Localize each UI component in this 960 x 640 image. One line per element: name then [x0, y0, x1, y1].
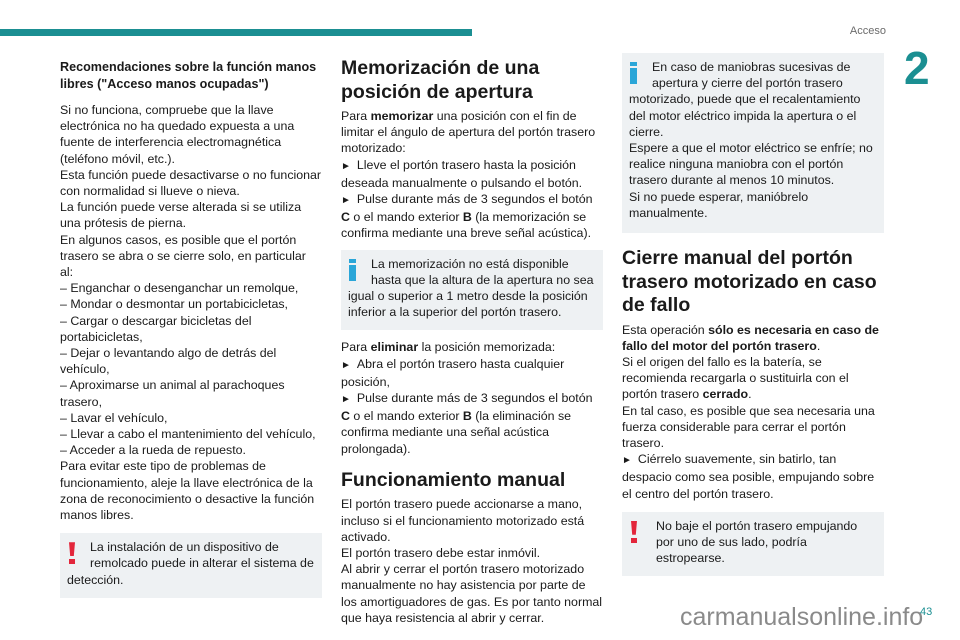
step: ► Pulse durante más de 3 segundos el botón C o el mando exterior B (la memorización se confirma mediante una breve señal acústica). [341, 192, 593, 241]
arrow-bullet-icon: ► [341, 160, 351, 172]
info-text: La memorización no está disponible hasta que la altura de la apertura no sea [371, 256, 594, 287]
warning-text: No baje el portón trasero empujando por uno de sus lado, podría estropearse. [656, 518, 858, 566]
paragraph: El portón trasero puede accionarse a mano, incluso si el funcionamiento motorizado está activado. [341, 497, 585, 544]
step: ► Pulse durante más de 3 segundos el botón C o el mando exterior B (la eliminación se confirma mediante una señal acústica prolongada). [341, 391, 593, 456]
chapter-number: 2 [904, 42, 930, 94]
list-item: – Enganchar o desenganchar un remolque, [60, 281, 299, 296]
paragraph: Si el origen del fallo es la batería, se recomienda recargarla o sustituirla con el portón trasero cerrado. [622, 354, 849, 402]
page-number: 43 [920, 606, 933, 618]
warning-note [60, 533, 322, 598]
heading-manual-operation: Funcionamiento manual [341, 468, 566, 491]
section-title: Acceso [849, 25, 886, 37]
paragraph: Para memorizar una posición con el fin de limitar el ángulo de apertura del portón trasero motorizado: [341, 109, 596, 156]
list-item: – Dejar o levantando algo de detrás del vehículo, [60, 346, 277, 377]
info-text-cont: Si no puede esperar, manióbrelo manualmente. [629, 189, 809, 220]
info-text-cont: motorizado, puede que el recalentamiento del motor eléctrico impida la apertura o el cierre. [629, 92, 861, 139]
column-3 [622, 53, 884, 585]
heading-memorization: Memorización de una posición de apertura [341, 57, 540, 103]
list-item: – Lavar el vehículo, [60, 410, 168, 425]
step: ► Ciérrelo suavemente, sin batirlo, tan despacio como sea posible, empujando sobre el centro del portón trasero. [622, 452, 875, 501]
header-accent-bar [0, 29, 472, 36]
paragraph: Si no funciona, compruebe que la llave electrónica no ha quedado expuesta a una fuente de interferencia electromagnética (teléfono móvil, etc.). [60, 103, 295, 166]
paragraph: Esta operación sólo es necesaria en caso de fallo del motor del portón trasero. [622, 322, 879, 353]
arrow-bullet-icon: ► [341, 394, 351, 406]
paragraph: El portón trasero debe estar inmóvil. [341, 545, 541, 560]
paragraph: Para eliminar la posición memorizada: [341, 340, 556, 355]
list-item: – Acceder a la rueda de repuesto. [60, 443, 246, 458]
list-item: – Cargar o descargar bicicletas del portabicicletas, [60, 313, 252, 344]
info-text-cont: Espere a que el motor eléctrico se enfríe; no realice ninguna maniobra con el portón trasero durante al menos 10 minutos. [629, 141, 873, 188]
info-icon [630, 62, 640, 84]
paragraph: Para evitar este tipo de problemas de funcionamiento, aleje la llave electrónica de la zona de reconocimiento o desactive la función manos libres. [60, 459, 315, 523]
paragraph: En tal caso, es posible que sea necesaria una fuerza considerable para cerrar el portón trasero. [622, 403, 875, 450]
column-1 [60, 57, 322, 607]
subheading-hands-free: Recomendaciones sobre la función manos libres ("Acceso manos ocupadas") [60, 60, 317, 91]
warning-exclamation-icon [630, 521, 640, 543]
warning-text: La instalación de un dispositivo de remolcado puede in alterar el sistema de [90, 540, 314, 571]
paragraph: En algunos casos, es posible que el portón trasero se abra o se cierre solo, en particular al: [60, 232, 306, 280]
arrow-bullet-icon: ► [341, 359, 351, 371]
paragraph: La función puede verse alterada si se utiliza una prótesis de pierna. [60, 200, 302, 231]
arrow-bullet-icon: ► [622, 455, 632, 467]
info-icon [349, 259, 359, 281]
warning-text-cont: detección. [67, 572, 124, 587]
paragraph: Al abrir y cerrar el portón trasero motorizado manualmente no hay asistencia por parte de los amortiguadores de gas. Es por tanto normal que haya resistencia al abrir y cerrar. [341, 562, 603, 625]
paragraph: Esta función puede desactivarse o no funcionar con normalidad si llueve o nieva. [60, 167, 322, 199]
warning-exclamation-icon [68, 542, 78, 564]
arrow-bullet-icon: ► [341, 195, 351, 207]
watermark: carmanualsonline.info [680, 603, 924, 631]
info-note [622, 53, 884, 233]
step: ► Lleve el portón trasero hasta la posición deseada manualmente o pulsando el botón. [341, 157, 583, 190]
column-2 [341, 57, 603, 626]
warning-note [622, 512, 884, 577]
info-note [341, 250, 603, 331]
step: ► Abra el portón trasero hasta cualquier posición, [341, 356, 565, 389]
list-item: – Llevar a cabo el mantenimiento del vehículo, [60, 427, 316, 442]
heading-manual-closing: Cierre manual del portón trasero motorizado en caso de fallo [622, 247, 877, 317]
list-item: – Aproximarse un animal al parachoques trasero, [60, 378, 285, 409]
info-text-cont: igual o superior a 1 metro desde la posición inferior a la superior del portón trasero. [348, 289, 588, 320]
list-item: – Mondar o desmontar un portabicicletas, [60, 297, 288, 312]
info-text: En caso de maniobras sucesivas de apertura y cierre del portón trasero [652, 60, 851, 91]
